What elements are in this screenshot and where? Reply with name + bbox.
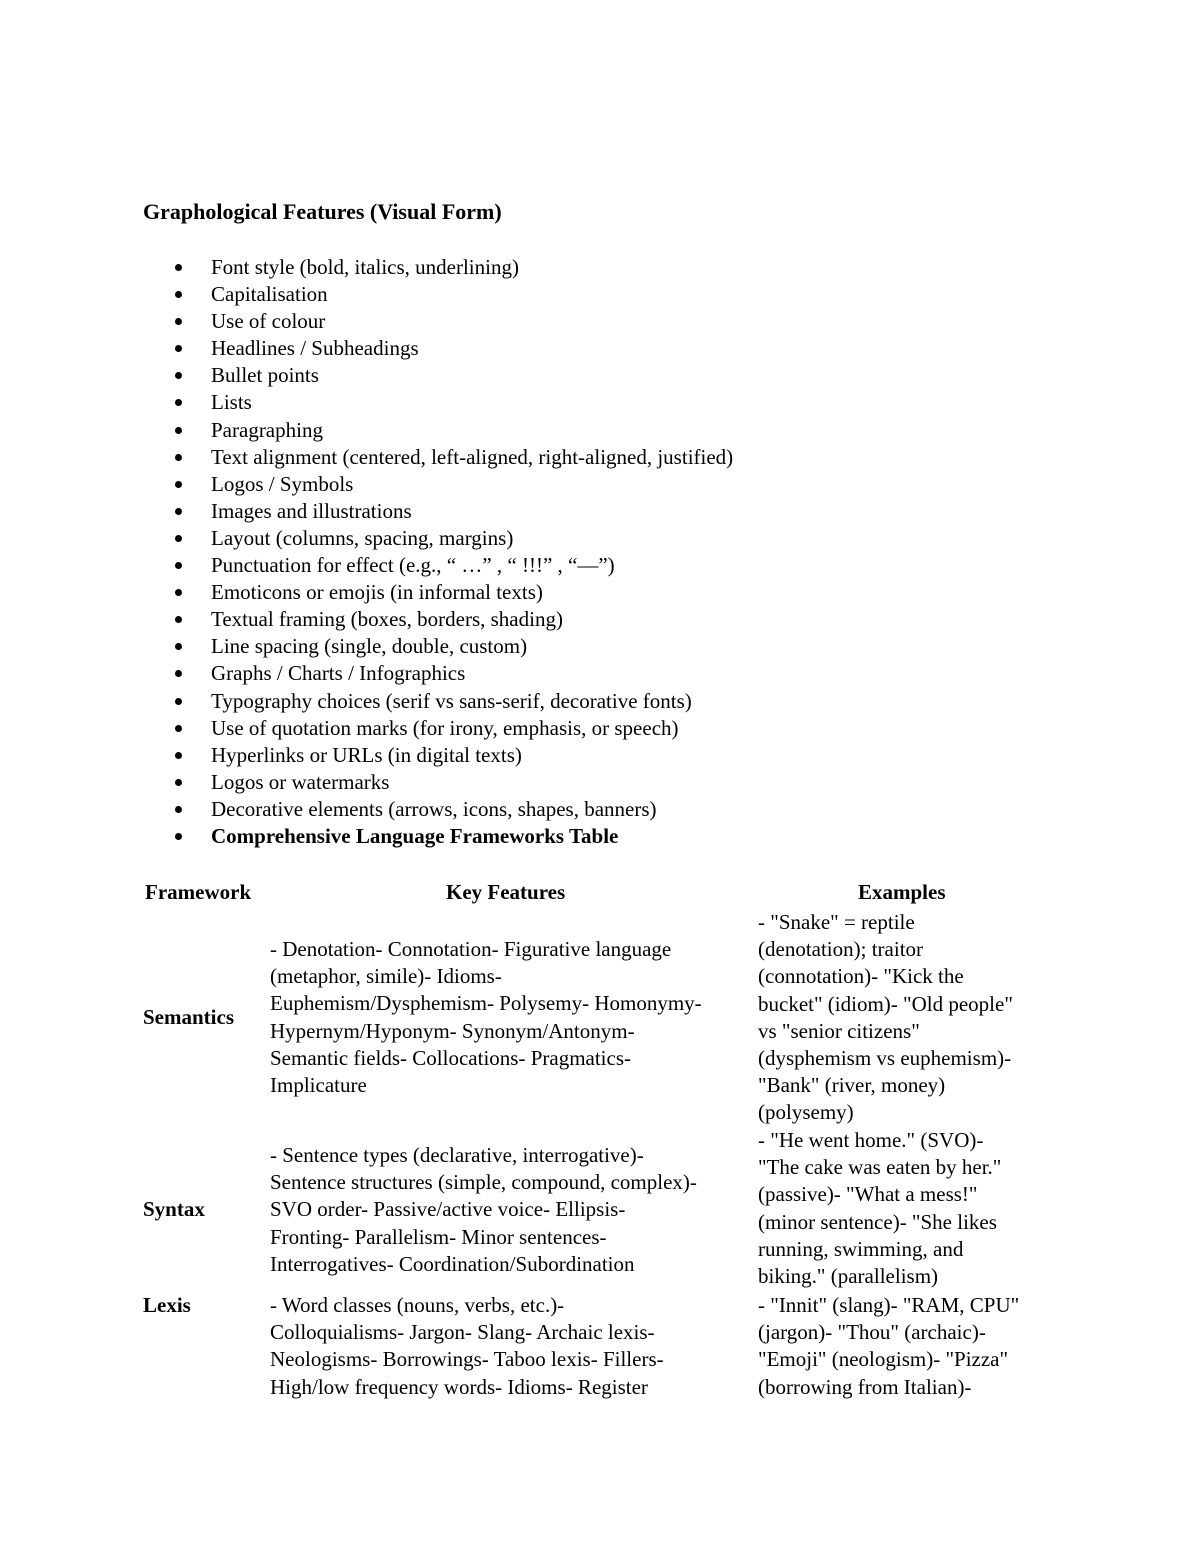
list-item: Headlines / Subheadings — [0, 335, 1200, 362]
bullet-icon — [175, 264, 182, 271]
bullet-icon — [175, 318, 182, 325]
list-item: Paragraphing — [0, 417, 1200, 444]
list-item: Use of quotation marks (for irony, emphasis, or speech) — [0, 715, 1200, 742]
list-item: Punctuation for effect (e.g., “ …” , “ !!!” , “—”) — [0, 552, 1200, 579]
list-item: Graphs / Charts / Infographics — [0, 660, 1200, 687]
list-item: Logos / Symbols — [0, 471, 1200, 498]
list-item: Bullet points — [0, 362, 1200, 389]
bullet-icon — [175, 833, 182, 840]
bullet-icon — [175, 372, 182, 379]
list-item-table-title: Comprehensive Language Frameworks Table — [0, 823, 1200, 850]
key-features-cell: - Sentence types (declarative, interrogative)- Sentence structures (simple, compound, complex)- SVO order- Passive/active voice- Ellipsis- Fronting- Parallelism- Minor sentences- Interrogatives- Coordination/Subordination — [270, 1143, 697, 1276]
bullet-icon — [175, 643, 182, 650]
column-header-framework: Framework — [145, 880, 252, 904]
list-item: Text alignment (centered, left-aligned, right-aligned, justified) — [0, 444, 1200, 471]
bullet-icon — [175, 779, 182, 786]
bullet-icon — [175, 427, 182, 434]
bullet-icon — [175, 399, 182, 406]
framework-cell: Lexis — [143, 1293, 191, 1317]
examples-cell: - "Innit" (slang)- "RAM, CPU" (jargon)- "Thou" (archaic)- "Emoji" (neologism)- "Pizza" (borrowing from Italian)- — [758, 1293, 1020, 1399]
framework-cell: Semantics — [143, 1005, 234, 1029]
list-item: Emoticons or emojis (in informal texts) — [0, 579, 1200, 606]
bullet-icon — [175, 535, 182, 542]
list-item: Lists — [0, 389, 1200, 416]
section-heading: Graphological Features (Visual Form) — [143, 199, 502, 224]
list-item: Line spacing (single, double, custom) — [0, 633, 1200, 660]
examples-cell: - "He went home." (SVO)- "The cake was eaten by her." (passive)- "What a mess!" (minor sentence)- "She likes running, swimming, and biking." (parallelism) — [758, 1128, 1002, 1289]
bullet-icon — [175, 806, 182, 813]
bullet-icon — [175, 562, 182, 569]
column-header-key-features: Key Features — [446, 880, 566, 904]
bullet-icon — [175, 698, 182, 705]
framework-cell: Syntax — [143, 1197, 205, 1221]
list-item: Font style (bold, italics, underlining) — [0, 254, 1200, 281]
list-item: Use of colour — [0, 308, 1200, 335]
examples-cell: - "Snake" = reptile (denotation); traitor (connotation)- "Kick the bucket" (idiom)- "Old people" vs "senior citizens" (dysphemism vs euphemism)- "Bank" (river, money) (polysemy) — [758, 910, 1013, 1125]
features-list — [0, 254, 1200, 850]
bullet-icon — [175, 752, 182, 759]
key-features-cell: - Denotation- Connotation- Figurative language (metaphor, simile)- Idioms- Euphemism/Dysphemism- Polysemy- Homonymy- Hypernym/Hyponym- Synonym/Antonym- Semantic fields- Collocations- Pragmatics- Implicature — [270, 937, 702, 1098]
bullet-icon — [175, 454, 182, 461]
list-item: Layout (columns, spacing, margins) — [0, 525, 1200, 552]
bullet-icon — [175, 670, 182, 677]
bullet-icon — [175, 291, 182, 298]
bullet-icon — [175, 508, 182, 515]
list-item: Textual framing (boxes, borders, shading) — [0, 606, 1200, 633]
list-item: Typography choices (serif vs sans-serif, decorative fonts) — [0, 688, 1200, 715]
list-item: Decorative elements (arrows, icons, shapes, banners) — [0, 796, 1200, 823]
bullet-icon — [175, 589, 182, 596]
bullet-icon — [175, 481, 182, 488]
bullet-icon — [175, 345, 182, 352]
list-item: Capitalisation — [0, 281, 1200, 308]
list-item: Logos or watermarks — [0, 769, 1200, 796]
list-item: Images and illustrations — [0, 498, 1200, 525]
list-item: Hyperlinks or URLs (in digital texts) — [0, 742, 1200, 769]
bullet-icon — [175, 616, 182, 623]
key-features-cell: - Word classes (nouns, verbs, etc.)- Colloquialisms- Jargon- Slang- Archaic lexis- Neologisms- Borrowings- Taboo lexis- Fillers- High/low frequency words- Idioms- Register — [270, 1293, 664, 1399]
bullet-icon — [175, 725, 182, 732]
column-header-examples: Examples — [858, 880, 946, 904]
